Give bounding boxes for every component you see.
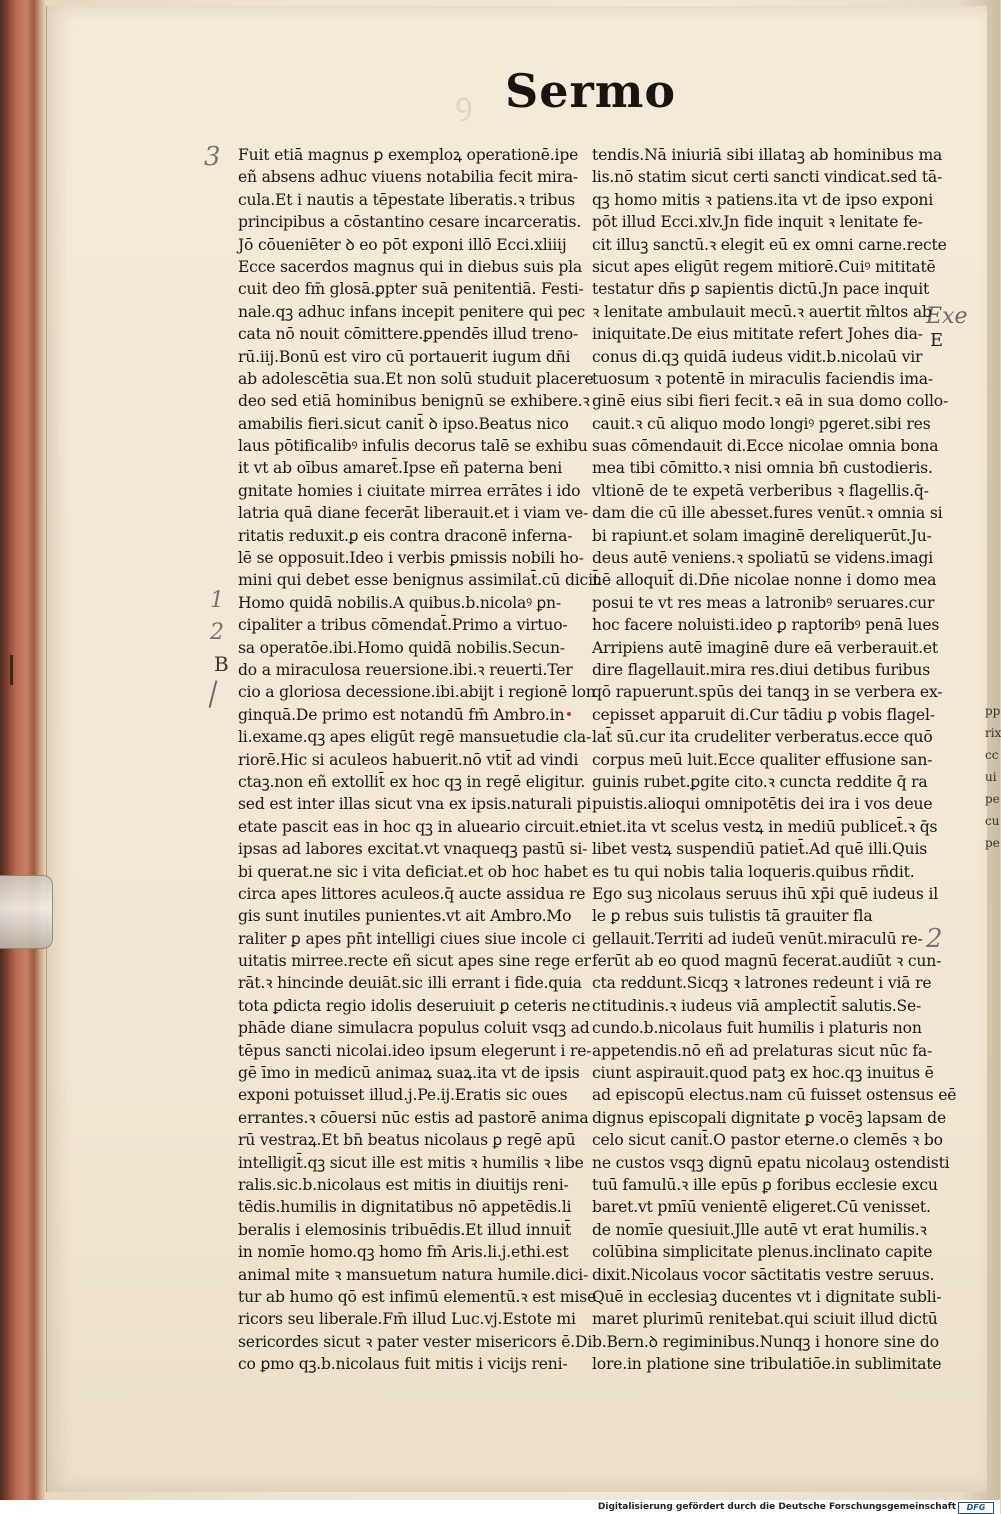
text-column-left (238, 144, 599, 1375)
left-column-line: sed est inter illas sicut vna ex ipsis.naturali pi (238, 795, 592, 814)
right-column-line: dignus episcopali dignitate ꝑ vocēꝫ lapsam de (592, 1108, 946, 1127)
left-column-line: rāt.ꝛ hincinde deuiāt.sic illi errant i fide.quia (238, 974, 582, 993)
right-column-line: nē alloquit̄ di.Dn̄e nicolae nonne i domo mea (592, 571, 937, 590)
left-column-line: ctaꝫ.non eñ extollit̄ ex hoc qꝫ in regē eligitur. (238, 772, 586, 791)
right-column-line: testatur dn̄s ꝑ sapientis dictū.Jn pace inquit (592, 280, 930, 299)
neighbor-fragment: cu (985, 814, 1000, 828)
right-column-line: lat̄ sū.cur ita crudeliter verberatus.ecce quō (592, 728, 933, 747)
right-column-line: ctitudinis.ꝛ iudeus viā amplectit̄ salutis.Se- (592, 996, 922, 1015)
right-column-line: cta reddunt.Sicqꝫ ꝛ latrones redeunt i viā re (592, 974, 932, 993)
running-title: Sermo (505, 64, 677, 118)
left-column-line: rū.iij.Bonū est viro cū portauerit iugum dn̄i (238, 347, 571, 366)
left-column-line: circa apes littores aculeos.q̄ aucte assidua re (238, 884, 586, 903)
left-column-line: ab adolescētia sua.Et non solū studuit placere (238, 369, 594, 388)
neighbor-fragment: pp (985, 704, 1001, 718)
margin-note-right-letter: E (930, 330, 944, 351)
right-column-line: colūbina simplicitate plenus.inclinato capite (592, 1243, 933, 1262)
neighbor-fragment: rix (985, 726, 1001, 740)
left-column-line: amabilis fieri.sicut canit̄ ꝺ ipso.Beatus nico (238, 414, 569, 433)
neighbor-fragment: pe (985, 792, 1000, 806)
right-column-line: pōt illud Ecci.xlv.Jn fide inquit ꝛ lenitate fe- (592, 213, 923, 232)
left-column-line: ipsas ad labores excitat.vt vnaqueqꝫ pastū si- (238, 840, 588, 859)
right-column-line: mea tibi cōmitto.ꝛ nisi omnia bn̄ custodieris. (592, 459, 933, 478)
left-column-line: deo sed etiā hominibus benignū se exhibere.ꝛ (238, 392, 590, 411)
right-column-line: baret.vt pmīū venientē eligeret.Cū venisset. (592, 1198, 931, 1217)
left-column-line: sericordes sicut ꝛ pater vester misericors ē.Di (238, 1332, 593, 1351)
left-column-line: nale.qꝫ adhuc infans incepit penitere qui pec (238, 302, 586, 321)
left-column-line: rū vestraꝝ.Et bn̄ beatus nicolaus ꝑ regē apū (238, 1131, 576, 1150)
margin-note-right: Exe (926, 304, 968, 329)
right-column-line: tuū famulū.ꝛ ille epūs ꝑ foribus ecclesie excu (592, 1175, 938, 1194)
left-column-line: bi querat.ne sic i vita deficiat.et ob hoc habet (238, 862, 588, 881)
right-column-line: deus autē veniens.ꝛ spoliatū se videns.imagi (592, 549, 933, 568)
left-column-line: raliter ꝑ apes pn̄t intelligi ciues siue incole ci (238, 929, 586, 948)
left-column-line: tēpus sancti nicolai.ideo ipsum elegerunt i re- (238, 1041, 592, 1060)
left-column-line: in nomīe homo.qꝫ homo fm̄ Aris.li.j.ethi.est (238, 1243, 569, 1262)
left-column-line: mini qui debet esse benignus assimilat̄.cū dicit̄ (238, 571, 599, 590)
neighbor-fragment: cc (985, 748, 999, 762)
neighbor-page-fragments (985, 700, 1000, 854)
right-column-line: ꝛ lenitate ambulauit mecū.ꝛ auertit m̄ltos ab (592, 302, 932, 321)
left-column-line: Fuit etiā magnus ꝑ exemploꝝ operationē.ipe (238, 146, 579, 164)
right-column-line: iniquitate.De eius mititate refert Johes dia- (592, 325, 923, 344)
right-column-line: ad episcopū electus.nam cū fuisset ostensus eē (592, 1086, 957, 1105)
left-column-line: errantes.ꝛ cōuersi nūc estis ad pastorē anima (238, 1108, 589, 1127)
left-column-line: tota ꝑdicta regio idolis deseruiuit ꝑ ceteris ne (238, 996, 591, 1015)
right-column-line: tendis.Nā iniuriā sibi illataꝫ ab hominibus ma (592, 146, 943, 164)
left-column-line: ralis.sic.b.nicolaus est mitis in diuitijs reni- (238, 1175, 569, 1194)
left-column-line: ricors seu liberale.Fm̄ illud Luc.vj.Estote mi (238, 1310, 576, 1329)
right-column-line: sicut apes eligūt regem mitiorē.Cuiꝰ mititatē (592, 257, 936, 276)
left-column-line: exponi potuisset illud.j.Pe.ij.Eratis sic oues (238, 1086, 568, 1105)
left-column-line: gē īmo in medicū animaꝝ suaꝝ.ita vt de ipsis (238, 1064, 580, 1083)
right-column-line: Quē in ecclesiaꝫ ducentes vt i dignitate subli- (592, 1287, 942, 1306)
left-column-line: cata nō nouit cōmittere.ꝑpendēs illud treno- (238, 325, 579, 344)
right-column-line: cauit.ꝛ cū aliquo modo longiꝰ pgeret.sibi res (592, 414, 931, 433)
right-column-line: ginē eius sibi fieri fecit.ꝛ eā in sua domo collo- (592, 392, 949, 411)
show-through-ghost-text: ꝯ (455, 87, 473, 122)
right-column-line: ne custos vsqꝫ dignū epatu nicolauꝫ ostendisti (592, 1153, 950, 1172)
right-column-line: corpus meū luit.Ecce qualiter effusione san- (592, 750, 933, 769)
right-column-line: tuosum ꝛ potentē in miraculis faciendis ima- (592, 369, 933, 388)
right-column-line: dam die cū ille abesset.fures venūt.ꝛ omnia si (592, 504, 943, 523)
right-column-line: cundo.b.nicolaus fuit humilis i platuris non (592, 1019, 922, 1038)
neighbor-fragment: pe (985, 836, 1000, 850)
right-column-line: guinis rubet.ꝑgite cito.ꝛ cuncta reddite q̄ ra (592, 772, 928, 791)
right-column-line: ferūt ab eo quod magnū fecerat.audiūt ꝛ cun- (592, 952, 942, 971)
left-column-line: Jō cōueniēter ꝺ eo pōt exponi illō Ecci.xliiij (238, 235, 567, 254)
footer-bar (0, 1500, 1000, 1514)
margin-number-3: 3 (204, 142, 221, 172)
margin-number-1: 1 (210, 588, 224, 613)
left-column-line: beralis i elemosinis tribuēdis.Et illud innuit̄ (238, 1220, 572, 1239)
right-column-line: lore.in platione sine tribulatiōe.in sublimitate (592, 1355, 942, 1374)
left-column-line: gis sunt inutiles punientes.vt ait Ambro.Mo (238, 907, 572, 926)
left-column-line: do a miraculosa reuersione.ibi.ꝛ reuerti.Ter (238, 660, 573, 679)
left-column-line: riorē.Hic si aculeos habuerit.nō vtit̄ ad vindi (238, 750, 579, 769)
left-column-line: tur ab humo qō est infimū elementū.ꝛ est mise (238, 1287, 597, 1306)
margin-number-2-right: 2 (926, 924, 943, 954)
neighbor-fragment: ui (985, 770, 997, 784)
right-column-line: qō rapuerunt.spūs dei tanqꝫ in se verbera ex- (592, 683, 943, 702)
left-column-line: gnitate homies i ciuitate mirrea errātes i ido (238, 481, 581, 500)
right-column-line: puistis.alioqui omnipotētis dei ira i vos deue (592, 795, 933, 814)
left-column-line: lē se opposuit.Ideo i verbis ꝑmissis nobili ho- (238, 549, 584, 568)
right-column-line: conus di.qꝫ quidā iudeus vidit.b.nicolaū vir (592, 347, 923, 366)
left-column-line: Homo quidā nobilis.A quibus.b.nicolaꝰ ꝑn- (238, 593, 561, 612)
right-column-line: ciunt aspirauit.quod patꝫ ex hoc.qꝫ inuitus ē (592, 1064, 934, 1083)
left-column-line: ritatis reduxit.ꝑ eis contra draconē inferna- (238, 526, 573, 545)
right-column-line: bi rapiunt.et solam imaginē dereliquerūt.Ju- (592, 526, 932, 545)
right-column-line: dire flagellauit.mira res.diui detibus furibus (592, 660, 931, 679)
right-column-line: maret plurimū renitebat.qui sciuit illud dictū (592, 1310, 938, 1329)
dfg-logo: DFG (958, 1502, 994, 1514)
right-column-line: hoc facere noluisti.ideo ꝑ raptoribꝰ penā lues (592, 616, 940, 635)
left-column-line: eñ absens adhuc viuens notabilia fecit mira- (238, 168, 578, 187)
left-column-line: laus pōtificalibꝰ infulis decorus talē se exhibu (238, 437, 588, 456)
right-column-line: cepisset apparuit di.Cur tādiu ꝑ vobis flagel- (592, 705, 935, 724)
left-column-line: animal mite ꝛ mansuetum natura humile.dici- (238, 1265, 589, 1284)
right-column-line: qꝫ homo mitis ꝛ patiens.ita vt de ipso exponi (592, 190, 934, 209)
page-edge-mark (10, 655, 13, 685)
right-column-line: Arripiens autē imaginē dure eā verberauit.et (592, 638, 938, 657)
right-column-line: es tu qui nobis talia loqueris.quibus rn̄dit. (592, 862, 915, 881)
left-column-line: phāde diane simulacra populus coluit vsqꝫ ad (238, 1019, 590, 1038)
right-column-line: appetendis.nō eñ ad prelaturas sicut nūc fa- (592, 1041, 933, 1060)
left-column-line: cuit deo fm̄ glosā.ꝑpter suā penitentiā. Festi- (238, 280, 584, 299)
left-column-line: intelligit̄.qꝫ sicut ille est mitis ꝛ humilis ꝛ libe (238, 1153, 584, 1172)
left-column-line: co ꝑmo qꝫ.b.nicolaus fuit mitis i vicijs reni- (238, 1355, 568, 1374)
left-column-line: ginquā.De primo est notandū fm̄ Ambro.in (238, 705, 565, 724)
right-column-line: Ego suꝫ nicolaus seruus ihū xp̄i quē iudeus il (592, 884, 939, 903)
right-column-line: posui te vt res meas a latronibꝰ seruares.cur (592, 593, 935, 612)
right-column-line: de nomīe quesiuit.Jlle autē vt erat humilis.ꝛ (592, 1220, 927, 1239)
right-column-line: le ꝑ rebus suis tulistis tā grauiter fla (592, 907, 873, 926)
footer-credit: Digitalisierung gefördert durch die Deutsche Forschungsgemeinschaft (597, 1502, 956, 1512)
left-column-line: principibus a cōstantino cesare incarceratis. (238, 213, 582, 232)
left-column-line: tēdis.humilis in dignitatibus nō appetēdis.li (238, 1198, 572, 1217)
right-column-line: gellauit.Territi ad iudeū venūt.miraculū re- (592, 929, 923, 948)
left-column-line: li.exame.qꝫ apes eligūt regē mansuetudie cla- (238, 728, 592, 747)
left-column-line: cipaliter a tribus cōmendat̄.Primo a virtuo- (238, 616, 568, 635)
left-column-line: Ecce sacerdos magnus qui in diebus suis pla (238, 257, 582, 276)
left-column-line: cula.Et i nautis a tēpestate liberatis.ꝛ tribus (238, 190, 575, 209)
margin-letter-b: B (214, 652, 229, 676)
right-column-line: cit illuꝫ sanctū.ꝛ elegit eū ex omni carne.recte (592, 235, 947, 254)
right-column-line: vltionē de te expetā verberibus ꝛ flagellis.q̄- (592, 481, 929, 500)
red-ink-mark (567, 712, 571, 716)
book-clip (0, 875, 53, 949)
right-column-line: dixit.Nicolaus vocor sāctitatis vestre seruus. (592, 1265, 935, 1284)
margin-number-2-left: 2 (210, 620, 224, 645)
right-column-line: celo sicut canit̄.O pastor eterne.o clemēs ꝛ bo (592, 1131, 943, 1150)
right-column-line: b.Bern.ꝺ regiminibus.Nunqꝫ i honore sine do (592, 1332, 939, 1351)
left-column-line: it vt ab oībus amaret̄.Ipse eñ paterna beni (238, 459, 563, 478)
left-column-line: latria quā diane fecerāt liberauit.et i viam ve- (238, 504, 589, 523)
right-column-line: lis.nō statim sicut certi sancti vindicat.sed tā- (592, 168, 943, 187)
right-column-line: suas cōmendauit di.Ecce nicolae omnia bona (592, 437, 939, 456)
right-column-line: libet vestꝝ suspendiū patiet̄.Ad quē illi.Quis (592, 840, 928, 859)
right-column-line: niet.ita vt scelus vestꝝ in mediū publicet̄.ꝛ q̄s (592, 817, 938, 836)
left-column-line: uitatis mirree.recte eñ sicut apes sine rege er (238, 952, 591, 971)
left-column-line: cio a gloriosa decessione.ibi.abijt i regionē lon (238, 683, 596, 702)
left-column-line: sa operatōe.ibi.Homo quidā nobilis.Secun- (238, 638, 565, 657)
left-column-line: etate pascit eas in hoc qꝫ in alueario circuit.et (238, 817, 595, 836)
